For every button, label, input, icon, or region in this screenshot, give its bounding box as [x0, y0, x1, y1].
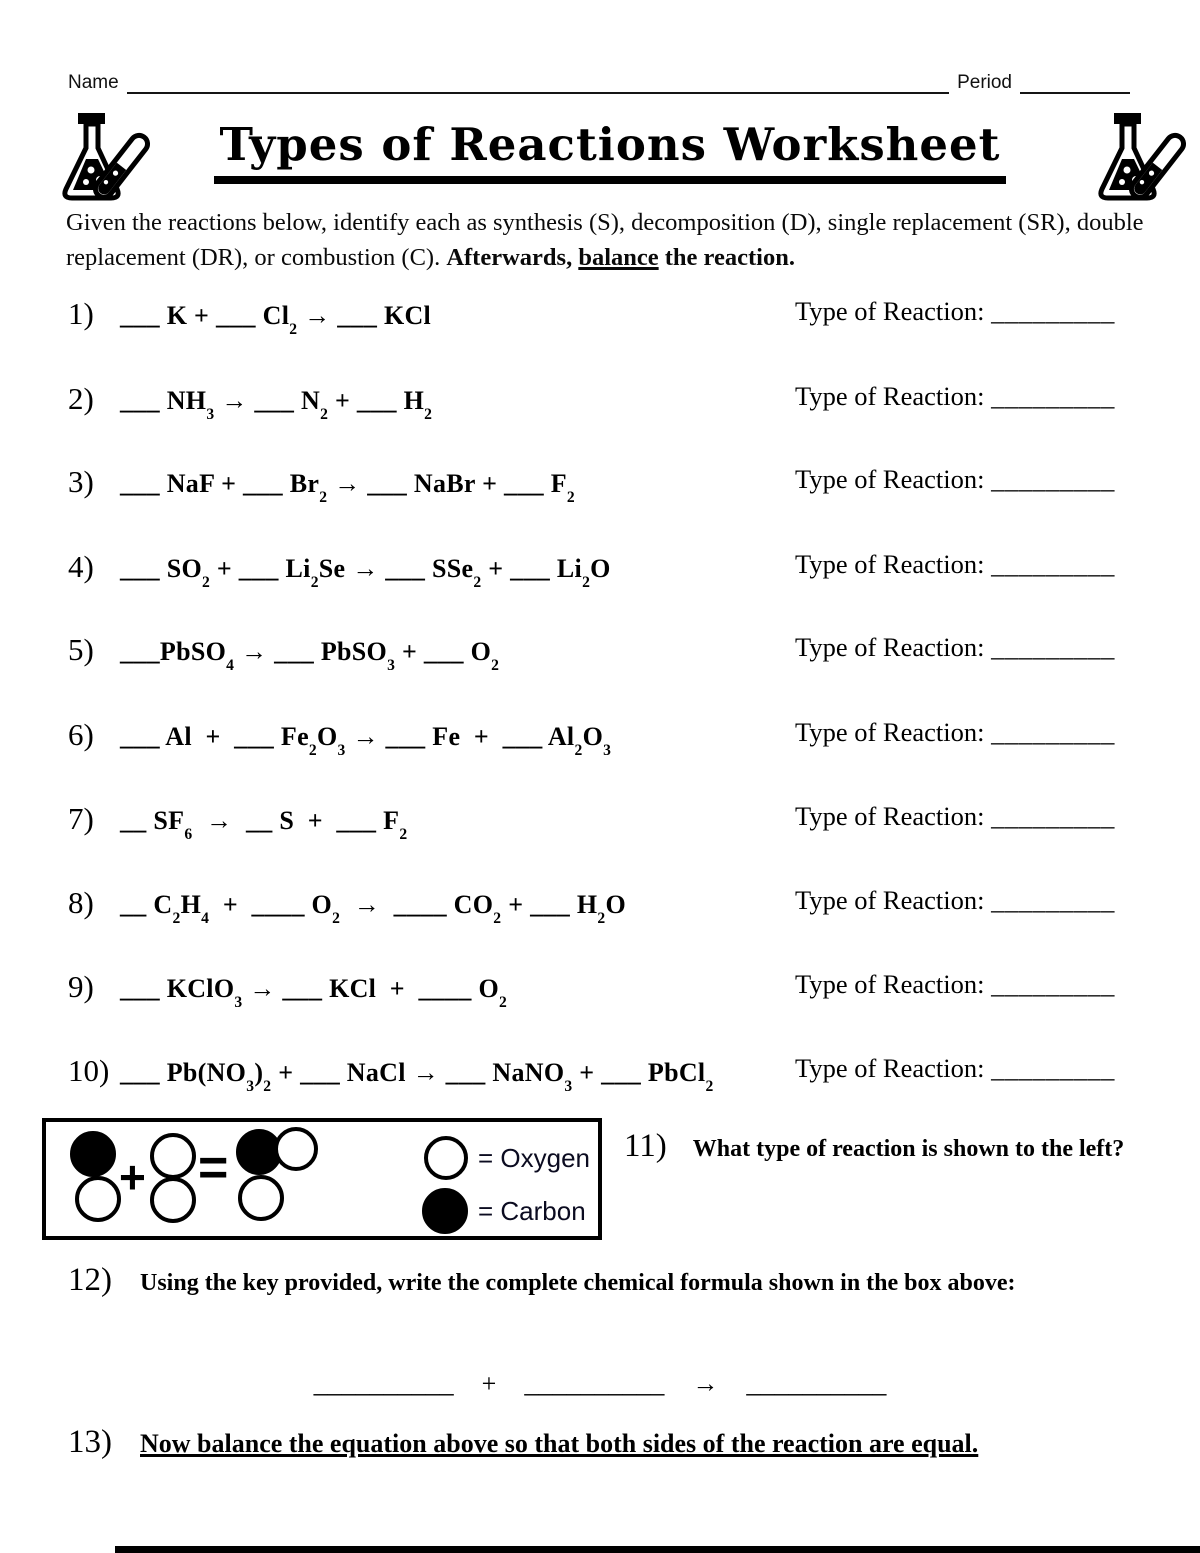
- type-of-reaction-blank: _________: [991, 801, 1115, 831]
- reaction-equation: __ $SF_6$ → __ S + ___ $F_2$: [120, 806, 408, 843]
- reaction-number: 2): [68, 381, 94, 416]
- reaction-row-6: [68, 717, 1132, 759]
- question-12: [68, 1262, 1016, 1299]
- masthead: [170, 118, 1050, 184]
- type-of-reaction-label: Type of Reaction:: [795, 381, 985, 411]
- reaction-equation: ___ KClO$_3$ → ___ KCl + ____ $O_2$: [120, 974, 508, 1011]
- reaction-number: 1): [68, 296, 94, 331]
- reaction-row-8: [68, 885, 1132, 927]
- reaction-equation: ___ K + ___ $Cl_2$ → ___ KCl: [120, 301, 432, 338]
- reaction-equation: ___PbSO$_4$ → ___ PbSO$_3$ + ___ $O_2$: [120, 637, 500, 674]
- type-of-reaction-label: Type of Reaction:: [795, 1053, 985, 1083]
- reaction-number: 8): [68, 885, 94, 920]
- name-blank-line: [127, 73, 949, 94]
- oxygen-atom-circle: [150, 1133, 196, 1179]
- period-blank-line: [1020, 73, 1130, 94]
- reaction-equation: ___ NaF + ___ $Br_2$ → ___ NaBr + ___ $F_2$: [120, 469, 576, 506]
- reaction-equation: ___ $SO_2$ + ___ $Li_2Se$ → ___ SSe$_2$ + ___ $Li_2O$: [120, 554, 611, 591]
- formula-answer-line: [0, 1368, 1200, 1400]
- type-of-reaction-label: Type of Reaction:: [795, 296, 985, 326]
- reaction-row-10: [68, 1053, 1132, 1095]
- type-of-reaction-blank: _________: [991, 885, 1115, 915]
- type-of-reaction-blank: _________: [991, 549, 1115, 579]
- question-number: 11): [624, 1128, 667, 1164]
- reaction-equation: ___ Al + ___ $Fe_2O_3$ → ___ Fe + ___ $Al_2O_3$: [120, 722, 612, 759]
- type-of-reaction-label: Type of Reaction:: [795, 717, 985, 747]
- plus-sign: +: [119, 1151, 146, 1203]
- type-of-reaction-label: Type of Reaction:: [795, 885, 985, 915]
- reaction-equation: ___ $Pb(NO_3)_2$ + ___ NaCl → ___ NaNO$_3$ + ___ PbCl$_2$: [120, 1058, 714, 1095]
- reaction-row-1: [68, 296, 1132, 338]
- reaction-row-5: [68, 632, 1132, 674]
- reaction-number: 7): [68, 801, 94, 836]
- name-label: Name: [68, 72, 119, 93]
- reaction-row-7: [68, 801, 1132, 843]
- question-number: 13): [68, 1424, 112, 1460]
- particle-diagram-box: [42, 1118, 602, 1240]
- instructions-paragraph: [66, 206, 1148, 276]
- flask-and-test-tube-icon: [1078, 110, 1196, 210]
- question-number: 12): [68, 1262, 112, 1298]
- key-oxygen-circle: [424, 1136, 468, 1180]
- flask-and-test-tube-icon: [42, 110, 160, 210]
- reaction-number: 6): [68, 717, 94, 752]
- equals-sign: =: [198, 1139, 229, 1197]
- type-of-reaction-blank: _________: [991, 1053, 1115, 1083]
- key-carbon-label: = Carbon: [478, 1196, 586, 1226]
- key-oxygen-label: = Oxygen: [478, 1143, 591, 1173]
- question-text: Now balance the equation above so that both sides of the reaction are equal.: [140, 1429, 979, 1458]
- type-of-reaction-label: Type of Reaction:: [795, 549, 985, 579]
- period-label: Period: [957, 72, 1012, 93]
- type-of-reaction-label: Type of Reaction:: [795, 632, 985, 662]
- reaction-equation: __ $C_2H_4$ + ____ $O_2$ → ____ $CO_2$ + ___ $H_2O$: [120, 890, 626, 927]
- name-period-line: [68, 72, 1130, 94]
- reaction-number: 4): [68, 549, 94, 584]
- reaction-number: 9): [68, 969, 94, 1004]
- type-of-reaction-blank: _________: [991, 632, 1115, 662]
- plus-sign: +: [481, 1369, 497, 1398]
- question-text: What type of reaction is shown to the left?: [692, 1136, 1125, 1162]
- oxygen-atom-circle: [274, 1127, 318, 1171]
- page-edge-artifact: [115, 1546, 1200, 1553]
- reaction-number: 5): [68, 632, 94, 667]
- type-of-reaction-blank: _________: [991, 381, 1115, 411]
- arrow-icon: →: [692, 1369, 719, 1398]
- oxygen-atom-circle: [150, 1177, 196, 1223]
- reaction-number: 10): [68, 1053, 110, 1088]
- question-13: [68, 1424, 978, 1461]
- type-of-reaction-label: Type of Reaction:: [795, 464, 985, 494]
- type-of-reaction-blank: _________: [991, 717, 1115, 747]
- type-of-reaction-label: Type of Reaction:: [795, 801, 985, 831]
- formula-blank-1: __________: [313, 1368, 454, 1399]
- type-of-reaction-blank: _________: [991, 969, 1115, 999]
- oxygen-atom-circle: [238, 1175, 284, 1221]
- carbon-atom-circle: [70, 1131, 116, 1177]
- reaction-row-4: [68, 549, 1132, 591]
- instructions-balance-word: balance: [578, 243, 659, 271]
- question-text: Using the key provided, write the complete chemical formula shown in the box above:: [140, 1270, 1016, 1296]
- instructions-regular: Given the reactions below, identify each as synthesis (S), decomposition (D), single replacement (SR), double replacement (DR), or combustion (C).: [66, 209, 1144, 271]
- reaction-row-2: [68, 381, 1132, 423]
- reaction-equation: ___ $NH_3$ → ___ $N_2$ + ___ $H_2$: [120, 386, 433, 423]
- type-of-reaction-blank: _________: [991, 296, 1115, 326]
- reaction-number: 3): [68, 464, 94, 499]
- instructions-bold-prefix: Afterwards,: [446, 243, 579, 271]
- type-of-reaction-label: Type of Reaction:: [795, 969, 985, 999]
- page-title: Types of Reactions Worksheet: [214, 118, 1007, 184]
- instructions-bold-suffix: the reaction.: [658, 243, 795, 271]
- question-11: [624, 1128, 1124, 1165]
- type-of-reaction-blank: _________: [991, 464, 1115, 494]
- key-carbon-circle: [422, 1188, 468, 1234]
- reaction-row-3: [68, 464, 1132, 506]
- oxygen-atom-circle: [75, 1176, 121, 1222]
- reaction-row-9: [68, 969, 1132, 1011]
- formula-blank-2: __________: [524, 1368, 665, 1399]
- formula-blank-3: __________: [746, 1368, 887, 1399]
